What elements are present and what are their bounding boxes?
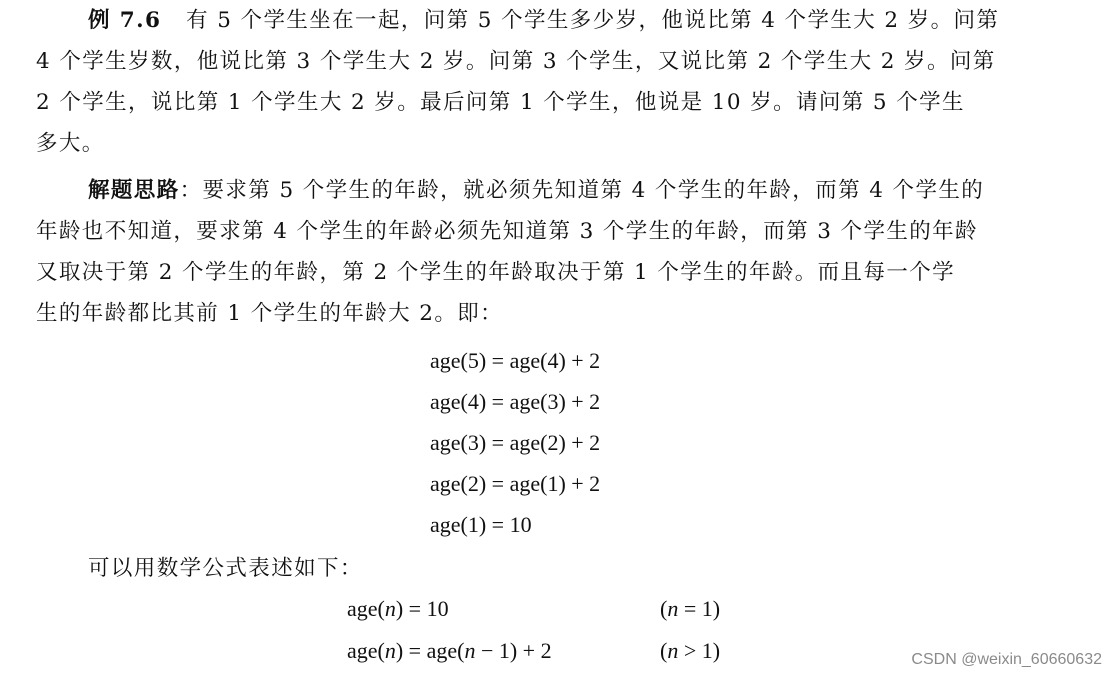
formula-base-case: age(n) = 10 (n = 1) — [347, 596, 721, 621]
solution-line-2: 年龄也不知道，要求第 4 个学生的年龄必须先知道第 3 个学生的年龄，而第 3 个学生的年龄 — [36, 219, 978, 244]
equation-4: age(2) = age(1) + 2 — [430, 471, 601, 496]
example-line-1 — [88, 10, 999, 32]
formula-recursive-condition: (n > 1) — [660, 638, 721, 663]
formula-base-condition: (n = 1) — [660, 596, 721, 621]
solution-line-4: 生的年龄都比其前 1 个学生的年龄大 2。即： — [36, 301, 504, 326]
example-text: 有 5 个学生坐在一起，问第 5 个学生多少岁，他说比第 4 个学生大 2 岁。问第 — [186, 8, 1000, 33]
formula-recursive-case: age(n) = age(n − 1) + 2 (n > 1) — [347, 638, 721, 663]
example-line-3: 2 个学生，说比第 1 个学生大 2 岁。最后问第 1 个学生，他说是 10 岁。请问第 5 个学生 — [36, 90, 965, 115]
example-line-4: 多大。 — [36, 131, 105, 156]
solution-line-3: 又取决于第 2 个学生的年龄，第 2 个学生的年龄取决于第 1 个学生的年龄。而且每一个学 — [36, 260, 956, 285]
solution-line-1 — [88, 180, 984, 202]
csdn-watermark: CSDN @weixin_60660632 — [911, 651, 1102, 668]
solution-text: ：要求第 5 个学生的年龄，就必须先知道第 4 个学生的年龄，而第 4 个学生的 — [179, 178, 985, 203]
formula-intro: 可以用数学公式表述如下： — [88, 556, 363, 581]
equation-3: age(3) = age(2) + 2 — [430, 430, 601, 455]
example-line-2: 4 个学生岁数，他说比第 3 个学生大 2 岁。问第 3 个学生，又说比第 2 个学生大 2 岁。问第 — [36, 49, 996, 74]
equation-1: age(5) = age(4) + 2 — [430, 348, 601, 373]
example-label: 例 7.6 — [88, 8, 162, 33]
equation-2: age(4) = age(3) + 2 — [430, 389, 601, 414]
solution-label: 解题思路 — [88, 178, 180, 203]
equation-5: age(1) = 10 — [430, 512, 532, 537]
